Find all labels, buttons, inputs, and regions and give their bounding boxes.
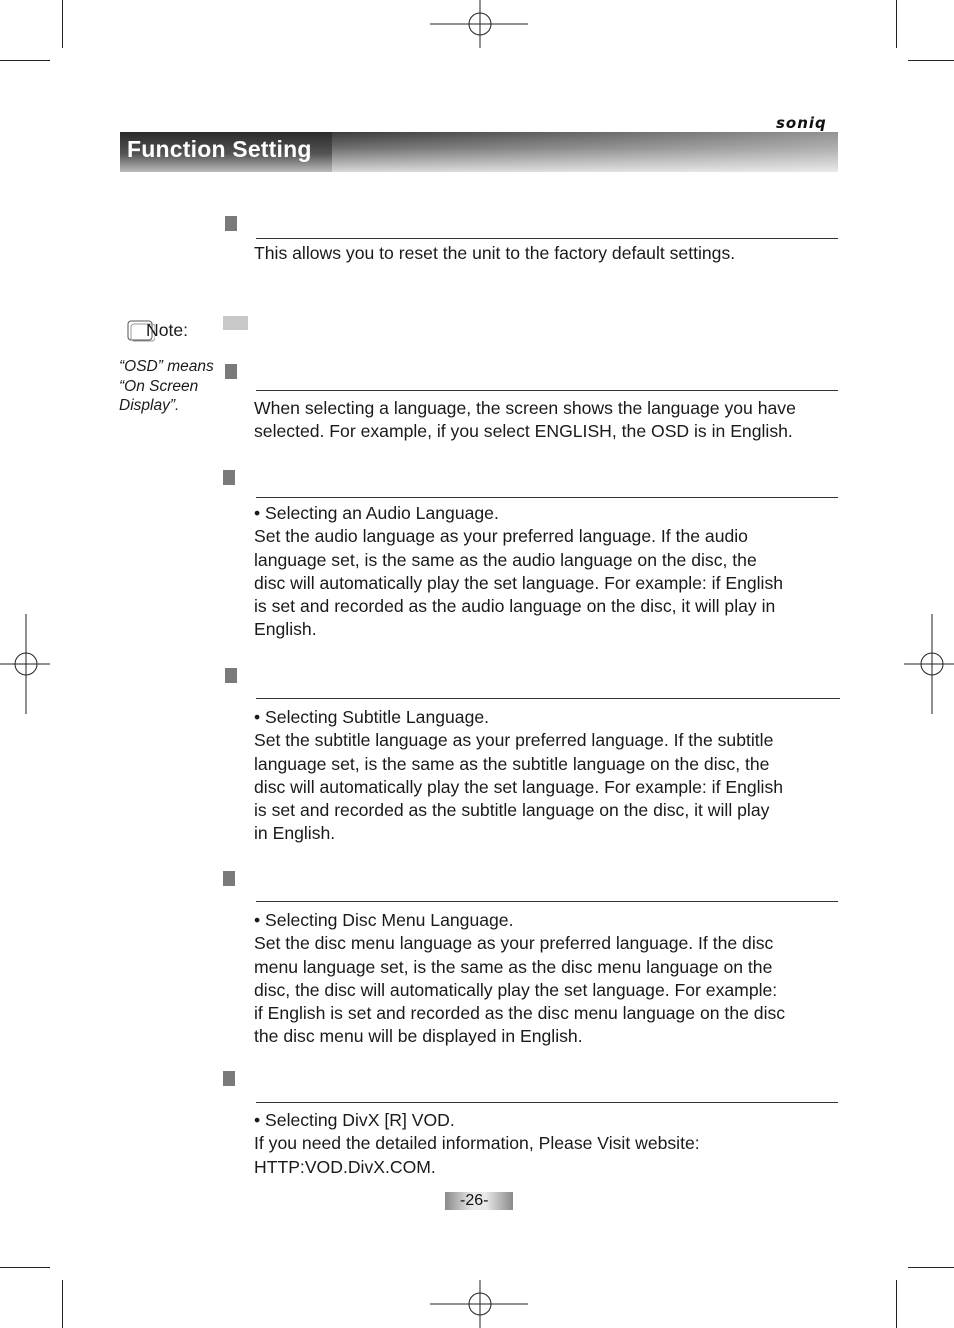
section-rule: [256, 390, 838, 391]
section-marker: [223, 316, 248, 330]
section-marker: [225, 668, 237, 683]
page-number: -26-: [460, 1192, 489, 1209]
section-text: • Selecting Subtitle Language. Set the subtitle language as your preferred language. If the subtitle language set, is the same as the subtitle language on the disc, the disc will automatically play the set language. For example: if English is set and recorded as the subtitle language on the disc, it will play in English.: [254, 707, 784, 844]
crop-mark: [908, 1267, 954, 1268]
note-label: Note:: [146, 320, 189, 340]
section-marker: [225, 216, 237, 231]
section-text: • Selecting Disc Menu Language. Set the disc menu language as your preferred language. If the disc menu language set, is the same as the disc menu language on the disc, the disc will automatically play the set language. For example: if English is set and recorded as the disc menu language on the disc the disc menu will be displayed in English.: [254, 910, 786, 1047]
section-marker: [223, 1071, 235, 1086]
page-title: Function Setting: [127, 136, 312, 162]
crop-mark: [908, 60, 954, 61]
brand-logo: soniq: [776, 114, 827, 132]
section-rule: [256, 238, 838, 239]
crop-mark: [896, 0, 897, 48]
section-text: • Selecting an Audio Language. Set the audio language as your preferred language. If the audio language set, is the same as the audio language on the disc, the disc will automatically play the set language. For example: if English is set and recorded as the audio language on the disc, it will play in English.: [254, 503, 784, 640]
section-rule: [256, 1102, 838, 1103]
note-text: “OSD” means “On Screen Display”.: [119, 358, 214, 414]
section-marker: [223, 871, 235, 886]
crop-mark: [896, 1280, 897, 1328]
section-text: When selecting a language, the screen shows the language you have selected. For example, if you select ENGLISH, the OSD is in English.: [254, 398, 796, 442]
section-text: This allows you to reset the unit to the factory default settings.: [254, 243, 736, 263]
section-marker: [223, 470, 235, 485]
registration-mark-icon: [0, 614, 50, 714]
section-rule: [256, 901, 838, 902]
registration-mark-icon: [904, 614, 954, 714]
registration-mark-icon: [430, 1280, 530, 1328]
section-rule: [256, 698, 840, 699]
registration-mark-icon: [430, 0, 530, 48]
crop-mark: [62, 1280, 63, 1328]
section-rule: [256, 497, 838, 498]
crop-mark: [0, 1267, 50, 1268]
section-text: • Selecting DivX [R] VOD. If you need the detailed information, Please Visit website: HTTP:VOD.DivX.COM.: [254, 1110, 700, 1177]
section-marker: [225, 364, 237, 379]
crop-mark: [62, 0, 63, 48]
crop-mark: [0, 60, 50, 61]
